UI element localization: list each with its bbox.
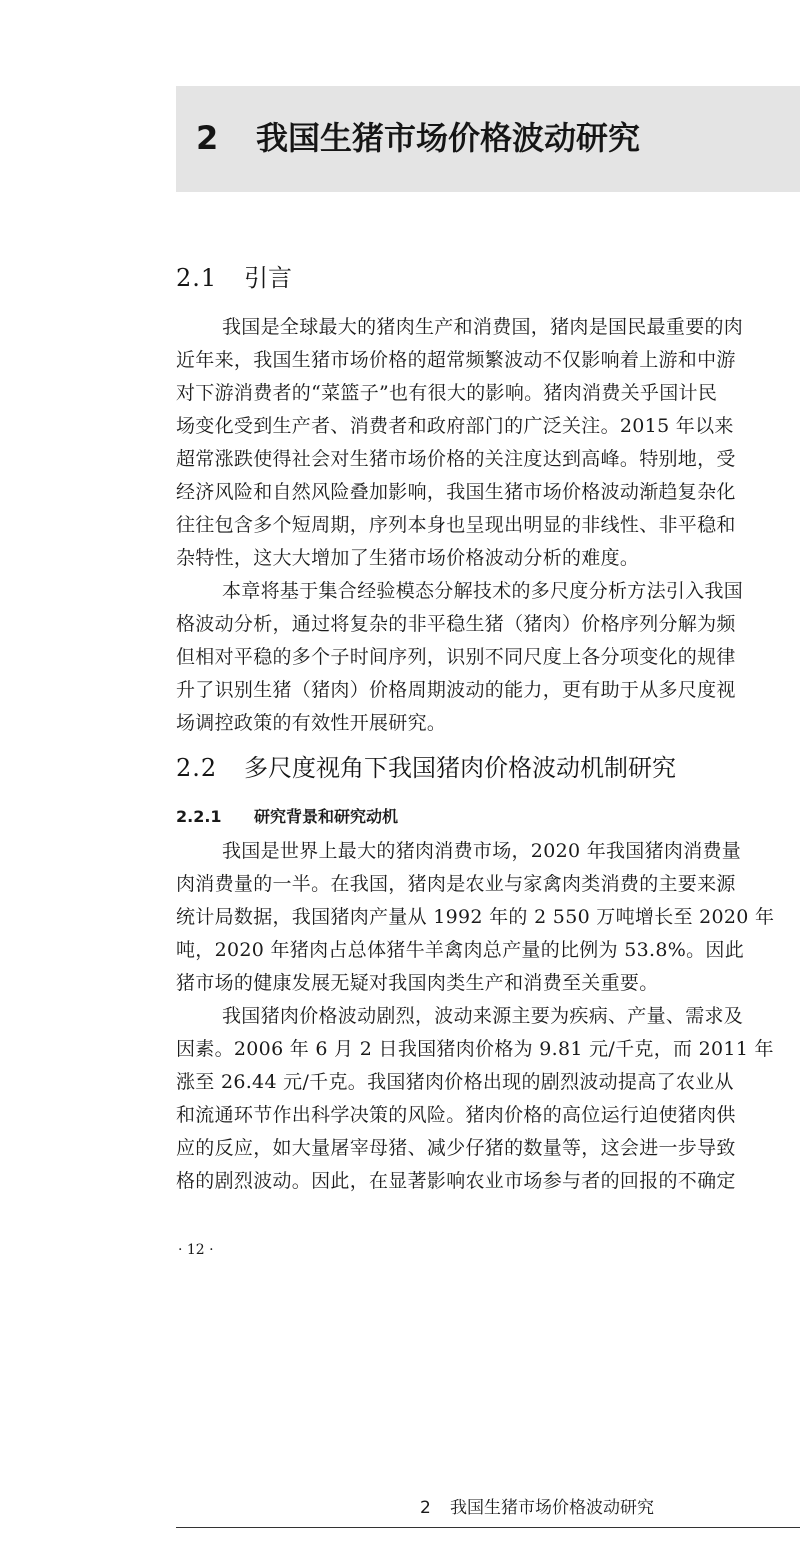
section-title-text: 引言	[244, 264, 292, 292]
paragraph-line: 近年来，我国生猪市场价格的超常频繁波动不仅影响着上游和中游	[176, 349, 736, 371]
paragraph-line: 但相对平稳的多个子时间序列，识别不同尺度上各分项变化的规律	[176, 646, 736, 668]
paragraph-line: 往往包含多个短周期，序列本身也呈现出明显的非线性、非平稳和	[176, 514, 736, 536]
section-title-text: 多尺度视角下我国猪肉价格波动机制研究	[244, 754, 676, 782]
chapter-number: 2	[196, 119, 219, 157]
paragraph-line: 升了识别生猪（猪肉）价格周期波动的能力，更有助于从多尺度视	[176, 679, 736, 701]
section-2-2-heading	[176, 752, 676, 784]
paragraph-line: 因素。2006 年 6 月 2 日我国猪肉价格为 9.81 元/千克，而 2011 年	[176, 1038, 774, 1060]
running-header	[420, 1496, 654, 1520]
paragraph-line: 涨至 26.44 元/千克。我国猪肉价格出现的剧烈波动提高了农业从	[176, 1071, 734, 1093]
paragraph-line: 和流通环节作出科学决策的风险。猪肉价格的高位运行迫使猪肉供	[176, 1104, 736, 1126]
paragraph-line: 猪市场的健康发展无疑对我国肉类生产和消费至关重要。	[176, 972, 659, 994]
paragraph-line: 我国是全球最大的猪肉生产和消费国，猪肉是国民最重要的肉	[222, 316, 744, 338]
paragraph-line: 本章将基于集合经验模态分解技术的多尺度分析方法引入我国	[222, 580, 744, 602]
paragraph-line: 应的反应，如大量屠宰母猪、减少仔猪的数量等，这会进一步导致	[176, 1137, 736, 1159]
paragraph-line: 统计局数据，我国猪肉产量从 1992 年的 2 550 万吨增长至 2020 年	[176, 906, 775, 928]
subsection-number: 2.2.1	[176, 807, 222, 826]
section-number: 2.2	[176, 754, 218, 782]
paragraph-line: 场调控政策的有效性开展研究。	[176, 712, 447, 734]
running-header-number: 2	[420, 1498, 431, 1518]
paragraph-line: 我国猪肉价格波动剧烈，波动来源主要为疾病、产量、需求及	[222, 1005, 744, 1027]
chapter-title-text: 我国生猪市场价格波动研究	[256, 119, 641, 157]
section-2-1-heading	[176, 262, 292, 294]
paragraph-line: 吨，2020 年猪肉占总体猪牛羊禽肉总产量的比例为 53.8%。因此	[176, 939, 744, 961]
paragraph-line: 我国是世界上最大的猪肉消费市场，2020 年我国猪肉消费量	[222, 840, 742, 862]
chapter-title	[196, 116, 640, 160]
paragraph-line: 场变化受到生产者、消费者和政府部门的广泛关注。2015 年以来	[176, 415, 734, 437]
subsection-2-2-1-heading	[176, 806, 398, 828]
subsection-title-text: 研究背景和研究动机	[254, 807, 399, 826]
paragraph-line: 杂特性，这大大增加了生猪市场价格波动分析的难度。	[176, 547, 640, 569]
page-number: · 12 ·	[178, 1242, 214, 1258]
header-rule	[176, 1527, 800, 1528]
paragraph-line: 格的剧烈波动。因此，在显著影响农业市场参与者的回报的不确定	[176, 1170, 736, 1192]
paragraph-line: 超常涨跌使得社会对生猪市场价格的关注度达到高峰。特别地，受	[176, 448, 736, 470]
paragraph-line: 经济风险和自然风险叠加影响，我国生猪市场价格波动渐趋复杂化	[176, 481, 736, 503]
section-number: 2.1	[176, 264, 218, 292]
paragraph-line: 对下游消费者的“菜篮子”也有很大的影响。猪肉消费关乎国计民	[176, 382, 718, 404]
paragraph-line: 肉消费量的一半。在我国，猪肉是农业与家禽肉类消费的主要来源	[176, 873, 736, 895]
running-header-title: 我国生猪市场价格波动研究	[450, 1498, 654, 1518]
paragraph-line: 格波动分析，通过将复杂的非平稳生猪（猪肉）价格序列分解为频	[176, 613, 736, 635]
